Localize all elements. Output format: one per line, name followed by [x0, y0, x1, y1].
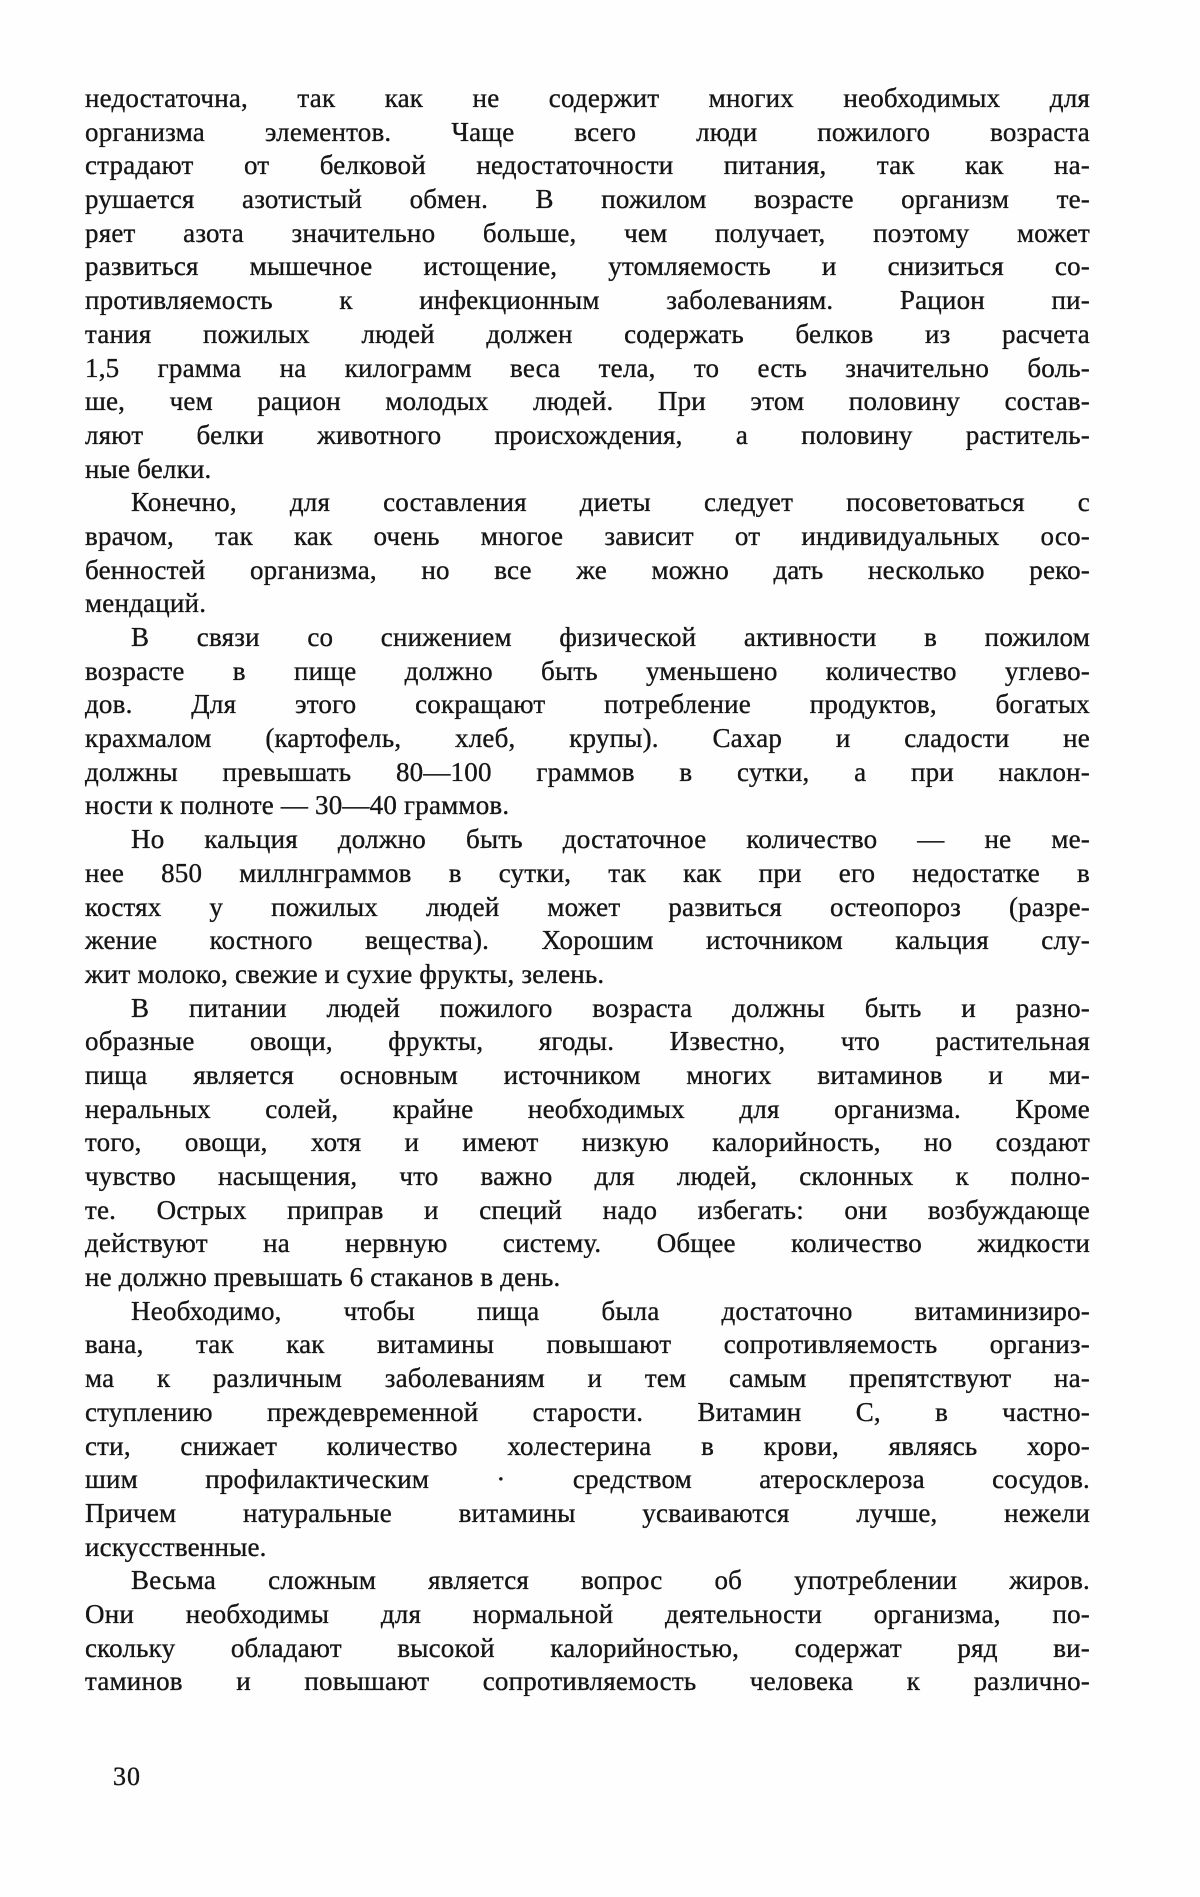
body-text-block — [85, 82, 1090, 1699]
text-line: нее 850 миллнграммов в сутки, так как при его недостатке в — [85, 857, 1090, 888]
text-line: В питании людей пожилого возраста должны быть и разно- — [131, 992, 1090, 1023]
text-line: тания пожилых людей должен содержать белков из расчета — [85, 318, 1090, 349]
text-line: вана, так как витамины повышают сопротивляемость организ- — [85, 1329, 1090, 1360]
text-line: не должно превышать 6 стаканов в день. — [85, 1262, 561, 1293]
text-line: ности к полноте — 30—40 граммов. — [85, 790, 510, 821]
text-line: развиться мышечное истощение, утомляемость и снизиться со- — [85, 251, 1090, 282]
text-line: мендаций. — [85, 588, 207, 619]
text-line: чувство насыщения, что важно для людей, склонных к полно- — [85, 1161, 1090, 1191]
text-line: дов. Для этого сокращают потребление продуктов, богатых — [85, 689, 1090, 720]
text-line: те. Острых приправ и специй надо избегать: они возбуждающе — [85, 1194, 1090, 1225]
text-line: пища является основным источником многих витаминов и ми- — [85, 1059, 1090, 1090]
text-line: Но кальция должно быть достаточное количество — не ме- — [131, 824, 1090, 855]
text-line: образные овощи, фрукты, ягоды. Известно, что растительная — [85, 1026, 1090, 1057]
text-line: недостаточна, так как не содержит многих необходимых для — [85, 83, 1090, 113]
text-line: действуют на нервную систему. Общее количество жидкости — [85, 1228, 1090, 1259]
text-line: ше, чем рацион молодых людей. При этом половину состав- — [85, 386, 1090, 417]
text-line: жение костного вещества). Хорошим источником кальция слу- — [85, 925, 1090, 956]
text-line: крахмалом (картофель, хлеб, крупы). Сахар и сладости не — [85, 723, 1090, 754]
text-line: противляемость к инфекционным заболеваниям. Рацион пи- — [85, 285, 1090, 316]
text-line: Необходимо, чтобы пища была достаточно витаминизиро- — [131, 1295, 1090, 1326]
text-line: Конечно, для составления диеты следует посоветоваться с — [131, 487, 1090, 518]
text-line: шим профилактическим · средством атеросклероза сосудов. — [85, 1464, 1090, 1495]
text-line: костях у пожилых людей может развиться остеопороз (разре- — [85, 891, 1090, 922]
text-line: возрасте в пище должно быть уменьшено количество углево- — [85, 655, 1090, 686]
text-line: ряет азота значительно больше, чем получает, поэтому может — [85, 217, 1090, 248]
text-line: скольку обладают высокой калорийностью, содержат ряд ви- — [85, 1632, 1090, 1663]
text-line: ма к различным заболеваниям и тем самым препятствуют на- — [85, 1363, 1090, 1394]
text-line: неральных солей, крайне необходимых для организма. Кроме — [85, 1093, 1090, 1124]
text-line: сти, снижает количество холестерина в крови, являясь хоро- — [85, 1430, 1090, 1461]
text-line: Причем натуральные витамины усваиваются лучше, нежели — [85, 1497, 1090, 1528]
text-line: ные белки. — [85, 453, 212, 484]
text-line: жит молоко, свежие и сухие фрукты, зелень. — [85, 958, 605, 989]
text-line: должны превышать 80—100 граммов в сутки, а при наклон- — [85, 756, 1090, 787]
text-line: В связи со снижением физической активности в пожилом — [131, 622, 1090, 652]
text-line: врачом, так как очень многое зависит от индивидуальных осо- — [85, 520, 1090, 551]
text-line: ступлению преждевременной старости. Витамин С, в частно- — [85, 1396, 1090, 1427]
text-line: ляют белки животного происхождения, а половину раститель- — [85, 419, 1090, 450]
text-line: того, овощи, хотя и имеют низкую калорийность, но создают — [85, 1127, 1090, 1158]
text-line: рушается азотистый обмен. В пожилом возрасте организм те- — [85, 184, 1090, 215]
text-line: искусственные. — [85, 1531, 267, 1562]
text-line: таминов и повышают сопротивляемость человека к различно- — [85, 1666, 1090, 1697]
text-line: бенностей организма, но все же можно дать несколько реко- — [85, 554, 1090, 585]
page-number: 30 — [113, 1762, 141, 1791]
text-line: страдают от белковой недостаточности питания, так как на- — [85, 150, 1090, 181]
text-line: Они необходимы для нормальной деятельности организма, по- — [85, 1598, 1090, 1629]
text-line: Весьма сложным является вопрос об употреблении жиров. — [131, 1565, 1090, 1596]
text-line: 1,5 грамма на килограмм веса тела, то есть значительно боль- — [85, 352, 1090, 383]
text-line: организма элементов. Чаще всего люди пожилого возраста — [85, 116, 1090, 147]
